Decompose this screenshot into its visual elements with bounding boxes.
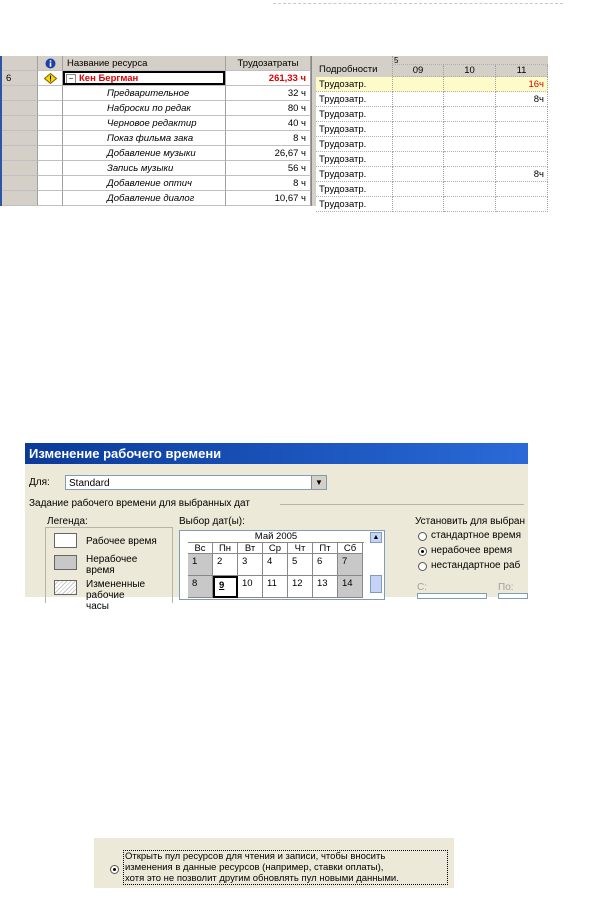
calendar-day[interactable]: 1 <box>188 554 213 576</box>
id-column-header[interactable] <box>2 56 38 71</box>
weekday-header: Сб <box>338 543 363 554</box>
day-value-cell[interactable] <box>444 122 496 137</box>
from-label: С: <box>417 582 427 593</box>
row-id <box>2 101 38 116</box>
work-cell[interactable]: 261,33 ч <box>226 71 311 86</box>
day-value-cell[interactable] <box>393 152 444 167</box>
legend-nonworking-label: Нерабочее время <box>86 554 138 576</box>
legend-changed-label: Измененные рабочие часы <box>86 579 146 612</box>
row-id <box>2 116 38 131</box>
work-cell[interactable]: 8 ч <box>226 131 311 146</box>
calendar-day[interactable]: 2 <box>213 554 238 576</box>
month-label: Май 2005 <box>188 531 364 543</box>
day-value-cell[interactable] <box>496 152 548 167</box>
detail-label: Трудозатр. <box>316 122 393 137</box>
timescale-row[interactable] <box>316 107 548 122</box>
legend-nonworking-swatch <box>54 555 77 570</box>
weekday-header: Вт <box>238 543 263 554</box>
day-value-cell[interactable] <box>393 92 444 107</box>
legend-changed-swatch <box>54 580 77 595</box>
timescale-row[interactable] <box>316 182 548 197</box>
work-cell[interactable]: 32 ч <box>226 86 311 101</box>
indicator-cell <box>38 101 63 116</box>
task-name-cell[interactable]: Предварительное <box>63 86 226 101</box>
day-value-cell[interactable]: 16ч <box>496 77 548 92</box>
indicator-cell <box>38 161 63 176</box>
work-cell[interactable]: 8 ч <box>226 176 311 191</box>
scroll-up-icon[interactable]: ▲ <box>370 532 382 543</box>
week-label: 5 <box>393 56 548 65</box>
calendar-select-value: Standard <box>69 478 110 489</box>
calendar-day[interactable]: 11 <box>263 576 288 598</box>
task-name-cell[interactable]: Добавление диалог <box>63 191 226 206</box>
work-cell[interactable]: 26,67 ч <box>226 146 311 161</box>
row-id <box>2 86 38 101</box>
day-value-cell[interactable] <box>496 197 548 212</box>
option-line: Открыть пул ресурсов для чтения и записи, чтобы вносить <box>125 851 386 862</box>
resource-name-cell[interactable] <box>63 71 226 86</box>
detail-label: Трудозатр. <box>316 107 393 122</box>
nonworking-time-label: нерабочее время <box>431 545 513 556</box>
calendar-day[interactable]: 6 <box>313 554 338 576</box>
task-name-cell[interactable]: Показ фильма зака <box>63 131 226 146</box>
timescale-row[interactable] <box>316 137 548 152</box>
calendar-day[interactable]: 8 <box>188 576 213 598</box>
row-id: 6 <box>2 71 38 86</box>
from-field[interactable] <box>417 593 487 599</box>
select-dates-label: Выбор дат(ы): <box>179 516 245 527</box>
calendar-day[interactable]: 4 <box>263 554 288 576</box>
calendar-day[interactable]: 3 <box>238 554 263 576</box>
group-border <box>280 504 524 505</box>
calendar-day[interactable]: 13 <box>313 576 338 598</box>
standard-time-label: стандартное время <box>431 530 522 541</box>
to-field[interactable] <box>498 593 528 599</box>
table-row[interactable] <box>2 176 311 191</box>
row-id <box>2 131 38 146</box>
table-row[interactable] <box>2 191 311 206</box>
task-name-cell[interactable]: Добавление музыки <box>63 146 226 161</box>
set-for-label: Установить для выбран <box>415 516 525 527</box>
day-value-cell[interactable] <box>444 77 496 92</box>
table-row[interactable] <box>2 146 311 161</box>
date-picker[interactable] <box>179 530 385 600</box>
detail-label: Трудозатр. <box>316 137 393 152</box>
timescale-row[interactable] <box>316 122 548 137</box>
timescale-row[interactable] <box>316 152 548 167</box>
open-read-write-radio[interactable] <box>110 865 119 874</box>
day-value-cell[interactable] <box>393 77 444 92</box>
indicator-cell <box>38 131 63 146</box>
custom-time-label: нестандартное раб <box>431 560 521 571</box>
timescale-row[interactable] <box>316 167 548 182</box>
table-row[interactable] <box>2 116 311 131</box>
day-value-cell[interactable] <box>393 107 444 122</box>
work-cell[interactable]: 10,67 ч <box>226 191 311 206</box>
indicator-cell[interactable] <box>38 71 63 86</box>
open-read-write-label[interactable] <box>123 850 448 885</box>
day-value-cell[interactable]: 8ч <box>496 167 548 182</box>
cell-selection <box>63 71 225 85</box>
day-value-cell[interactable] <box>393 122 444 137</box>
weekday-header: Вс <box>188 543 213 554</box>
calendar-day[interactable]: 7 <box>338 554 363 576</box>
day-value-cell[interactable] <box>444 182 496 197</box>
option-line: хотя это не позволит другим обновлять пул новыми данными. <box>125 873 399 884</box>
task-name-cell[interactable]: Черновое редактир <box>63 116 226 131</box>
indicators-column-header[interactable] <box>38 56 63 71</box>
table-row[interactable] <box>2 131 311 146</box>
details-column-header[interactable]: Подробности <box>316 56 393 86</box>
calendar-day[interactable]: 12 <box>288 576 313 598</box>
timescale-row[interactable] <box>316 197 548 212</box>
nonworking-time-radio[interactable] <box>418 547 427 556</box>
day-value-cell[interactable] <box>444 167 496 182</box>
detail-label: Трудозатр. <box>316 182 393 197</box>
work-column-header[interactable]: Трудозатраты <box>226 56 311 71</box>
table-row[interactable] <box>2 161 311 176</box>
resource-name: Кен Бергман <box>79 73 139 84</box>
timescale-row[interactable] <box>316 77 548 92</box>
resource-name-column-header[interactable]: Название ресурса <box>63 56 226 71</box>
row-id <box>2 161 38 176</box>
day-value-cell[interactable] <box>496 182 548 197</box>
day-value-cell[interactable] <box>444 152 496 167</box>
calendar-select[interactable] <box>65 475 327 490</box>
top-divider <box>273 3 563 4</box>
day-value-cell[interactable] <box>444 137 496 152</box>
info-icon <box>45 58 56 69</box>
indicator-cell <box>38 116 63 131</box>
chevron-down-icon[interactable]: ▼ <box>311 476 326 489</box>
weekday-header: Пн <box>213 543 238 554</box>
scrollbar-thumb[interactable] <box>370 575 382 593</box>
row-id <box>2 191 38 206</box>
weekday-header: Чт <box>288 543 313 554</box>
warning-icon <box>44 73 57 84</box>
work-cell[interactable]: 56 ч <box>226 161 311 176</box>
legend-panel <box>45 527 173 612</box>
group-title: Задание рабочего времени для выбранных дат <box>29 498 250 509</box>
day-value-cell[interactable] <box>393 197 444 212</box>
table-row[interactable] <box>2 86 311 101</box>
work-cell[interactable]: 40 ч <box>226 116 311 131</box>
day-header: 09 <box>393 65 444 77</box>
task-name-cell[interactable]: Добавление оптич <box>63 176 226 191</box>
sheet-header <box>2 56 311 71</box>
to-label: По: <box>498 582 514 593</box>
task-name-cell[interactable]: Наброски по редак <box>63 101 226 116</box>
detail-label: Трудозатр. <box>316 167 393 182</box>
day-value-cell[interactable]: 8ч <box>496 92 548 107</box>
collapse-icon[interactable]: − <box>66 74 76 84</box>
calendar-day[interactable]: 5 <box>288 554 313 576</box>
dialog-title: Изменение рабочего времени <box>25 443 528 464</box>
calendar-day[interactable]: 10 <box>238 576 263 598</box>
indicator-cell <box>38 146 63 161</box>
indicator-cell <box>38 191 63 206</box>
row-id <box>2 176 38 191</box>
day-header: 11 <box>496 65 548 77</box>
day-value-cell[interactable] <box>444 107 496 122</box>
resource-pool-option <box>94 838 454 888</box>
work-cell[interactable]: 80 ч <box>226 101 311 116</box>
indicator-cell <box>38 86 63 101</box>
table-row[interactable] <box>2 101 311 116</box>
day-value-cell[interactable] <box>496 137 548 152</box>
calendar-day[interactable]: 9 <box>213 576 238 598</box>
detail-label: Трудозатр. <box>316 152 393 167</box>
resource-usage-view <box>0 56 548 210</box>
day-value-cell[interactable] <box>444 197 496 212</box>
standard-time-radio[interactable] <box>418 532 427 541</box>
day-value-cell[interactable] <box>393 137 444 152</box>
day-header: 10 <box>444 65 496 77</box>
day-value-cell[interactable] <box>393 167 444 182</box>
day-value-cell[interactable] <box>444 92 496 107</box>
legend-working-label: Рабочее время <box>86 536 157 547</box>
weekday-header: Ср <box>263 543 288 554</box>
calendar-day[interactable]: 14 <box>338 576 363 598</box>
change-working-time-dialog <box>25 443 528 612</box>
custom-time-radio[interactable] <box>418 562 427 571</box>
table-row[interactable] <box>2 71 311 86</box>
timescale-row[interactable] <box>316 92 548 107</box>
detail-label: Трудозатр. <box>316 92 393 107</box>
day-value-cell[interactable] <box>496 107 548 122</box>
legend-working-swatch <box>54 533 77 548</box>
weekday-header: Пт <box>313 543 338 554</box>
detail-label: Трудозатр. <box>316 197 393 212</box>
day-value-cell[interactable] <box>393 182 444 197</box>
option-line: изменения в данные ресурсов (например, ставки оплаты), <box>125 862 384 873</box>
task-name-cell[interactable]: Запись музыки <box>63 161 226 176</box>
row-id <box>2 146 38 161</box>
day-value-cell[interactable] <box>496 122 548 137</box>
detail-label: Трудозатр. <box>316 77 393 92</box>
for-label: Для: <box>29 477 50 488</box>
legend-title: Легенда: <box>47 516 88 527</box>
indicator-cell <box>38 176 63 191</box>
